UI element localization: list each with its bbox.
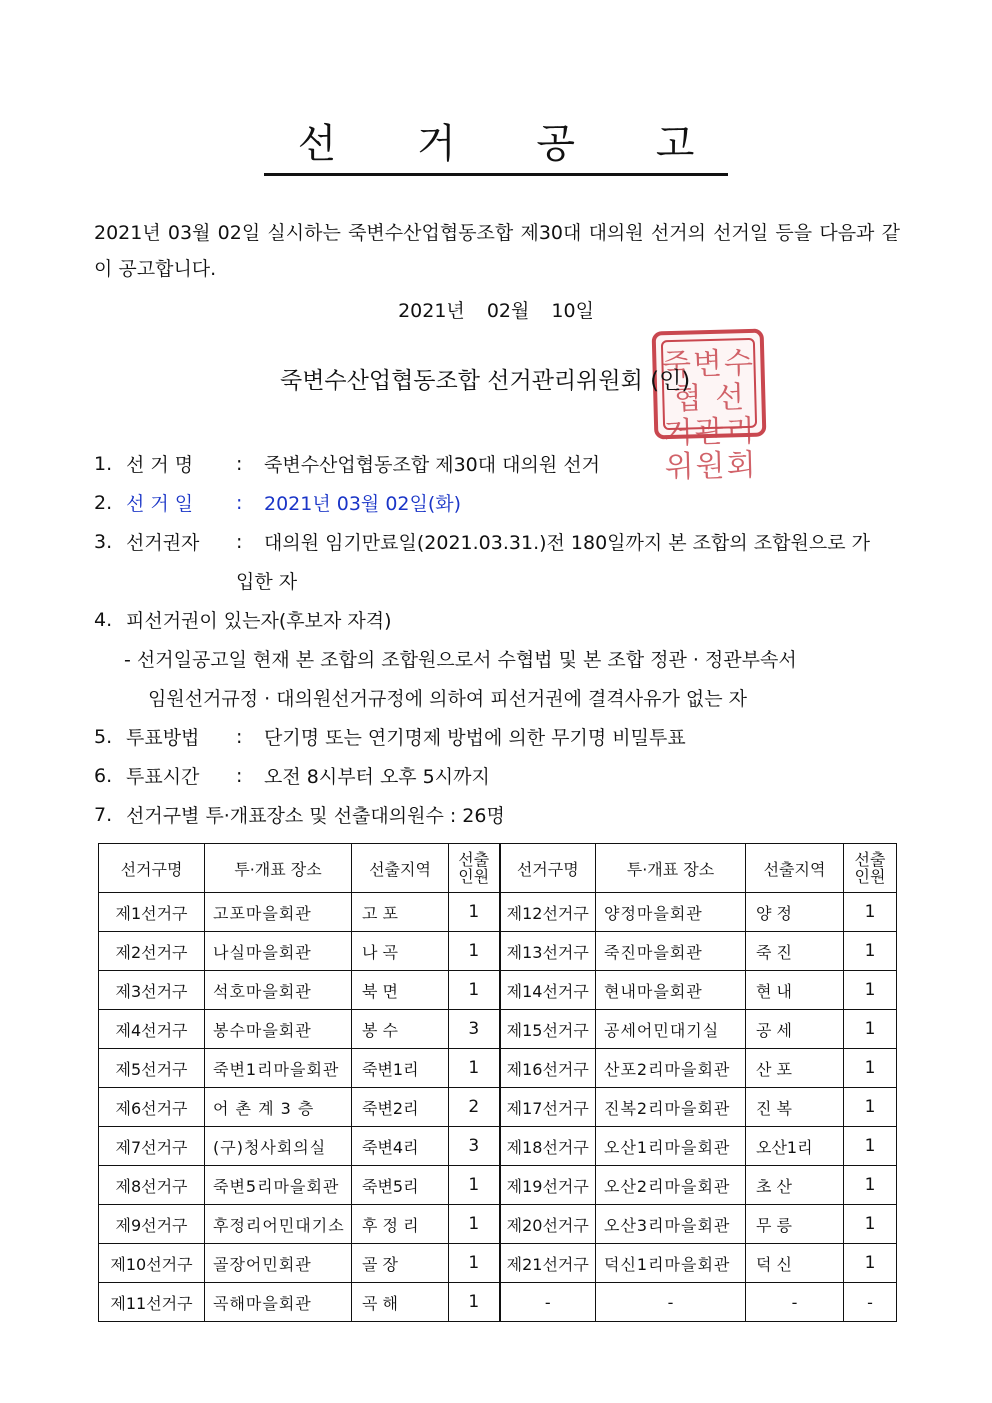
item-voting-time: 6. 투표시간 : 오전 8시부터 오후 5시까지	[94, 764, 490, 788]
cell-district-2: 제19선거구	[500, 1166, 596, 1205]
cell-region: 북 면	[352, 971, 449, 1010]
header-district-2: 선거구명	[500, 844, 596, 893]
cell-region: 죽변4리	[352, 1127, 449, 1166]
item-eligibility-detail-2: 임원선거규정 · 대의원선거규정에 의하여 피선거권에 결격사유가 없는 자	[148, 688, 747, 710]
cell-count-2: 1	[844, 932, 897, 971]
header-region: 선출지역	[352, 844, 449, 893]
cell-count-2: 1	[844, 1166, 897, 1205]
cell-region-2: 양 정	[746, 893, 844, 932]
cell-district: 제9선거구	[99, 1205, 205, 1244]
districts-table	[98, 843, 897, 1322]
cell-count-2: 1	[844, 1010, 897, 1049]
cell-district: 제6선거구	[99, 1088, 205, 1127]
cell-region: 골 장	[352, 1244, 449, 1283]
cell-count: 1	[449, 1049, 500, 1088]
table-row	[99, 1166, 897, 1205]
cell-count-2: -	[844, 1283, 897, 1322]
date-month: 02월	[486, 300, 530, 322]
cell-place: 곡해마을회관	[205, 1283, 352, 1322]
cell-district-2: 제12선거구	[500, 893, 596, 932]
table-header-row	[99, 844, 897, 893]
item-eligibility: 4. 피선거권이 있는자(후보자 자격)	[94, 608, 392, 632]
table-row	[99, 1283, 897, 1322]
cell-place: 어 촌 계 3 층	[205, 1088, 352, 1127]
table-row	[99, 1205, 897, 1244]
cell-place: 죽변5리마을회관	[205, 1166, 352, 1205]
cell-place-2: 산포2리마을회관	[596, 1049, 746, 1088]
date-year: 2021년	[398, 300, 465, 322]
cell-region: 죽변5리	[352, 1166, 449, 1205]
header-count	[449, 844, 500, 893]
cell-count: 2	[449, 1088, 500, 1127]
header-count-text-2: 선출인원	[854, 850, 886, 886]
cell-count: 1	[449, 932, 500, 971]
cell-place: 고포마을회관	[205, 893, 352, 932]
cell-place: 봉수마을회관	[205, 1010, 352, 1049]
cell-region-2: 산 포	[746, 1049, 844, 1088]
cell-district-2: 제21선거구	[500, 1244, 596, 1283]
cell-place: 나실마을회관	[205, 932, 352, 971]
cell-district: 제7선거구	[99, 1127, 205, 1166]
cell-region-2: 초 산	[746, 1166, 844, 1205]
table-row	[99, 1244, 897, 1283]
item-eligibility-detail-1: - 선거일공고일 현재 본 조합의 조합원으로서 수협법 및 본 조합 정관 · 정관부속서	[124, 649, 797, 671]
table-row	[99, 932, 897, 971]
cell-district: 제2선거구	[99, 932, 205, 971]
cell-count-2: 1	[844, 893, 897, 932]
cell-place-2: 공세어민대기실	[596, 1010, 746, 1049]
cell-count-2: 1	[844, 1049, 897, 1088]
cell-region: 죽변2리	[352, 1088, 449, 1127]
cell-count-2: 1	[844, 971, 897, 1010]
cell-place: 골장어민회관	[205, 1244, 352, 1283]
cell-region-2: 공 세	[746, 1010, 844, 1049]
cell-place-2: 진복2리마을회관	[596, 1088, 746, 1127]
cell-district: 제1선거구	[99, 893, 205, 932]
cell-district: 제10선거구	[99, 1244, 205, 1283]
header-district: 선거구명	[99, 844, 205, 893]
cell-place-2: 오산3리마을회관	[596, 1205, 746, 1244]
cell-place-2: 죽진마을회관	[596, 932, 746, 971]
intro-paragraph: 2021년 03월 02일 실시하는 죽변수산업협동조합 제30대 대의원 선거의 선거일 등을 다음과 같이 공고합니다.	[94, 222, 900, 280]
cell-place-2: -	[596, 1283, 746, 1322]
cell-count: 1	[449, 971, 500, 1010]
cell-district: 제5선거구	[99, 1049, 205, 1088]
cell-count-2: 1	[844, 1127, 897, 1166]
cell-district-2: 제13선거구	[500, 932, 596, 971]
cell-count: 1	[449, 893, 500, 932]
cell-district-2: 제18선거구	[500, 1127, 596, 1166]
issuer-name: 죽변수산업협동조합 선거관리위원회 (인)	[280, 368, 691, 394]
table-row	[99, 1088, 897, 1127]
cell-district: 제11선거구	[99, 1283, 205, 1322]
notice-items	[94, 444, 900, 834]
cell-region: 곡 해	[352, 1283, 449, 1322]
cell-region-2: 무 릉	[746, 1205, 844, 1244]
item-voters-cont: 입한 자	[236, 571, 298, 593]
table-row	[99, 1049, 897, 1088]
cell-count-2: 1	[844, 1244, 897, 1283]
cell-region-2: 오산1리	[746, 1127, 844, 1166]
cell-count: 1	[449, 1244, 500, 1283]
item-election-name: 1. 선 거 명 : 죽변수산업협동조합 제30대 대의원 선거	[94, 452, 600, 476]
cell-place-2: 덕신1리마을회관	[596, 1244, 746, 1283]
cell-place: 죽변1리마을회관	[205, 1049, 352, 1088]
cell-place-2: 현내마을회관	[596, 971, 746, 1010]
cell-region-2: 죽 진	[746, 932, 844, 971]
cell-district: 제4선거구	[99, 1010, 205, 1049]
cell-count: 1	[449, 1166, 500, 1205]
header-region-2: 선출지역	[746, 844, 844, 893]
cell-region-2: 현 내	[746, 971, 844, 1010]
date-day: 10일	[551, 300, 594, 322]
table-row	[99, 893, 897, 932]
cell-region: 후 정 리	[352, 1205, 449, 1244]
item-voting-method: 5. 투표방법 : 단기명 또는 연기명제 방법에 의한 무기명 비밀투표	[94, 725, 686, 749]
cell-count-2: 1	[844, 1088, 897, 1127]
cell-place-2: 오산1리마을회관	[596, 1127, 746, 1166]
header-place: 투·개표 장소	[205, 844, 352, 893]
cell-count: 1	[449, 1205, 500, 1244]
seal-text: 죽변수협 선거관리위원회	[661, 345, 759, 486]
item-districts: 7. 선거구별 투·개표장소 및 선출대의원수 : 26명	[94, 803, 505, 827]
cell-district: 제3선거구	[99, 971, 205, 1010]
cell-district-2: 제16선거구	[500, 1049, 596, 1088]
cell-region-2: 덕 신	[746, 1244, 844, 1283]
cell-region: 죽변1리	[352, 1049, 449, 1088]
cell-count: 3	[449, 1010, 500, 1049]
cell-district-2: 제14선거구	[500, 971, 596, 1010]
item-election-date: 2. 선 거 일 : 2021년 03월 02일(화)	[94, 491, 462, 515]
table-row	[99, 971, 897, 1010]
cell-region-2: -	[746, 1283, 844, 1322]
cell-region-2: 진 복	[746, 1088, 844, 1127]
cell-region: 나 곡	[352, 932, 449, 971]
cell-region: 고 포	[352, 893, 449, 932]
cell-place-2: 양정마을회관	[596, 893, 746, 932]
item-voters: 3. 선거권자 : 대의원 임기만료일(2021.03.31.)전 180일까지 본 조합의 조합원으로 가	[94, 530, 870, 554]
cell-district-2: -	[500, 1283, 596, 1322]
header-place-2: 투·개표 장소	[596, 844, 746, 893]
cell-district-2: 제17선거구	[500, 1088, 596, 1127]
cell-district-2: 제15선거구	[500, 1010, 596, 1049]
cell-count: 3	[449, 1127, 500, 1166]
cell-place-2: 오산2리마을회관	[596, 1166, 746, 1205]
table-row	[99, 1127, 897, 1166]
cell-place: 석호마을회관	[205, 971, 352, 1010]
notice-date	[0, 296, 992, 323]
cell-count-2: 1	[844, 1205, 897, 1244]
header-count-text: 선출인원	[458, 850, 490, 886]
cell-count: 1	[449, 1283, 500, 1322]
cell-district: 제8선거구	[99, 1166, 205, 1205]
cell-district-2: 제20선거구	[500, 1205, 596, 1244]
table-row	[99, 1010, 897, 1049]
page-title: 선 거 공 고	[0, 112, 992, 176]
cell-region: 봉 수	[352, 1010, 449, 1049]
header-count-2	[844, 844, 897, 893]
cell-place: (구)청사회의실	[205, 1127, 352, 1166]
cell-place: 후정리어민대기소	[205, 1205, 352, 1244]
